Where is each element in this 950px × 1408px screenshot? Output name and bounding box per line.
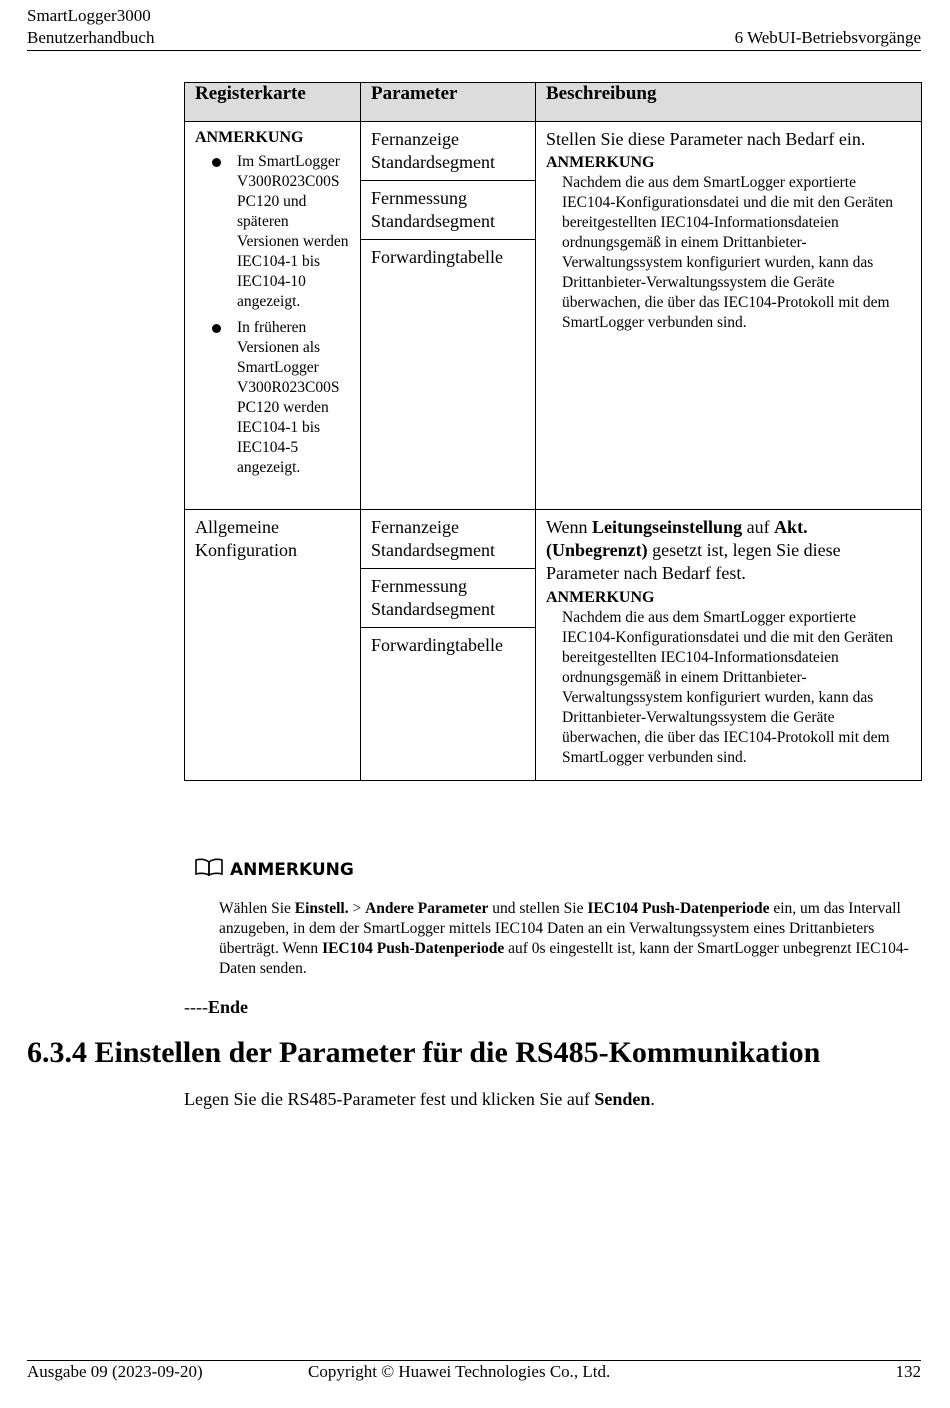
param-remote-display: Fernanzeige Standardsegment (361, 510, 535, 569)
tab-name: Allgemeine Konfiguration (195, 517, 297, 560)
param-forwarding-table: Forwardingtabelle (371, 247, 503, 267)
param-remote-display: Fernanzeige Standardsegment (361, 122, 535, 181)
procedure-end: ----Ende (184, 997, 249, 1017)
header-manual: Benutzerhandbuch (27, 28, 155, 47)
unlimited-term: Akt. (Unbegrenzt) (546, 517, 808, 560)
header-chapter: 6 WebUI-Betriebsvorgänge (734, 28, 921, 47)
list-item: In früheren Versionen als SmartLogger V300R023C00S PC120 werden IEC104-1 bis IEC104-5 angezeigt. (195, 318, 350, 478)
section-body: Legen Sie die RS485-Parameter fest und klicken Sie auf Senden. (184, 1089, 655, 1109)
table-header-row (185, 83, 922, 122)
page-number: 132 (895, 1362, 921, 1381)
table-row (185, 510, 922, 781)
parameter-cell (361, 510, 536, 781)
line-setting-term: Leitungseinstellung (592, 517, 743, 537)
table-row (185, 122, 922, 510)
column-header-parameter: Parameter (361, 83, 536, 122)
send-term: Senden (594, 1089, 651, 1109)
param-remote-measurement: Fernmessung Standardsegment (361, 181, 535, 240)
description-cell (536, 122, 922, 510)
note-title: ANMERKUNG (230, 859, 354, 880)
header-product: SmartLogger3000 (27, 6, 151, 25)
note-label: ANMERKUNG (546, 154, 655, 171)
parameter-cell (361, 122, 536, 510)
version-note-list (195, 152, 350, 478)
note-label: ANMERKUNG (546, 589, 655, 606)
list-item: Im SmartLogger V300R023C00S PC120 und späteren Versionen werden IEC104-1 bis IEC104-10 angezeigt. (195, 152, 350, 312)
param-forwarding-table: Forwardingtabelle (371, 635, 503, 655)
description-text: Wenn Leitungseinstellung auf Akt. (Unbegrenzt) gesetzt ist, legen Sie diese Parameter nach Bedarf fest. (546, 517, 841, 583)
tab-cell (185, 122, 361, 510)
parameter-table (184, 82, 922, 781)
tab-cell (185, 510, 361, 781)
section-title: 6.3.4 Einstellen der Parameter für die RS485-Kommunikation (27, 1036, 821, 1069)
note-block (194, 857, 354, 882)
param-remote-measurement: Fernmessung Standardsegment (361, 569, 535, 628)
column-header-description: Beschreibung (536, 83, 922, 122)
description-cell (536, 510, 922, 781)
note-text: Wählen Sie Einstell. > Andere Parameter und stellen Sie IEC104 Push-Datenperiode ein, um das Intervall anzugeben, in dem der SmartLogger mittels IEC104 Daten an ein Verwaltungssystem eines Drittanbieters überträgt. Wenn IEC104 Push-Datenperiode auf 0s eingestellt ist, kann der SmartLogger unbegrenzt IEC104-Daten senden. (219, 900, 909, 977)
note-label: ANMERKUNG (195, 129, 304, 146)
note-text: Nachdem die aus dem SmartLogger exportierte IEC104-Konfigurationsdatei und die mit den Geräten bereitgestellten IEC104-Informationsdateien ordnungsgemäß in einem Drittanbieter-Verwaltungssystem konfiguriert wurden, kann das Drittanbieter-Verwaltungssystem die Geräte überwachen, die über das IEC104-Protokoll mit dem SmartLogger verbunden sind. (562, 174, 894, 331)
footer-edition: Ausgabe 09 (2023-09-20) (27, 1362, 203, 1381)
description-text: Stellen Sie diese Parameter nach Bedarf ein. (546, 129, 866, 149)
note-text: Nachdem die aus dem SmartLogger exportierte IEC104-Konfigurationsdatei und die mit den Geräten bereitgestellten IEC104-Informationsdateien ordnungsgemäß in einem Drittanbieter-Verwaltungssystem konfiguriert wurden, kann das Drittanbieter-Verwaltungssystem die Geräte überwachen, die über das IEC104-Protokoll mit dem SmartLogger verbunden sind. (562, 609, 894, 766)
footer-copyright: Copyright © Huawei Technologies Co., Ltd. (308, 1362, 611, 1381)
header-divider (27, 50, 921, 51)
book-icon (194, 857, 224, 882)
column-header-tab: Registerkarte (185, 83, 361, 122)
